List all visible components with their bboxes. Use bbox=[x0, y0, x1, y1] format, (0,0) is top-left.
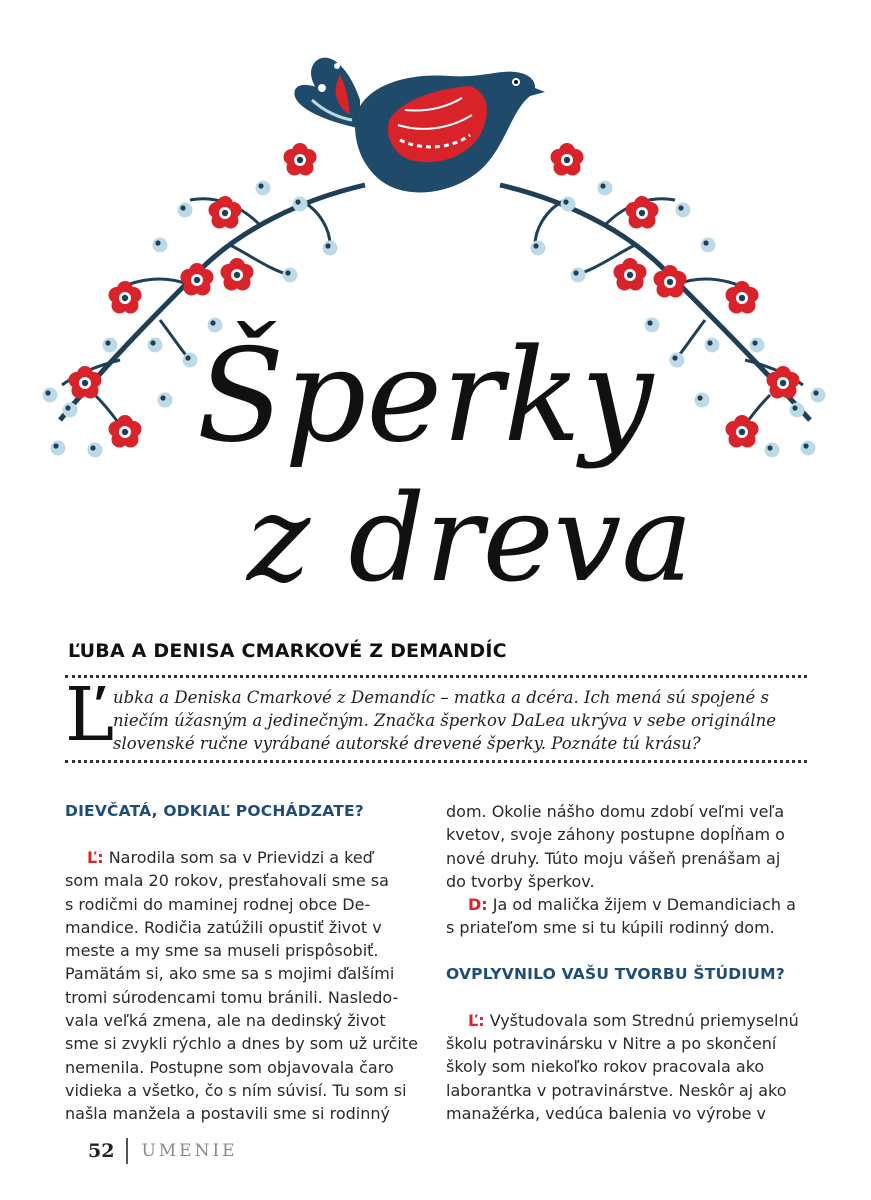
text-line: školu potravinársku v Nitre a po skončení bbox=[446, 1034, 777, 1054]
text-line: s priateľom sme si tu kúpili rodinný dom. bbox=[446, 918, 775, 938]
lead-paragraph bbox=[65, 672, 810, 758]
page-number: 52 bbox=[88, 1140, 115, 1162]
answer-continuation bbox=[446, 800, 806, 893]
title-line-1: Šperky bbox=[196, 322, 654, 471]
right-column bbox=[446, 800, 806, 1125]
text-line: meste a my sme sa museli prispôsobiť. bbox=[65, 941, 379, 961]
text-line: Pamätám si, ako sme sa s mojimi ďalšími bbox=[65, 964, 395, 984]
section-name: UMENIE bbox=[141, 1141, 238, 1161]
text-line: dom. Okolie nášho domu zdobí veľmi veľa bbox=[446, 802, 785, 821]
text-line: do tvorby šperkov. bbox=[446, 871, 595, 891]
text-line: laborantka v potravinárstve. Neskôr aj ako bbox=[446, 1080, 787, 1100]
drop-cap: Ľ bbox=[65, 672, 115, 758]
title-line-2: z dreva bbox=[247, 470, 693, 609]
text-line: Narodila som sa v Prievidzi a keď bbox=[108, 848, 373, 867]
text-line: manažérka, vedúca balenia vo výrobe v bbox=[446, 1103, 766, 1123]
answer-paragraph-2 bbox=[446, 1009, 806, 1125]
text-line: Ja od malička žijem v Demandiciach a bbox=[492, 895, 796, 915]
text-line: som mala 20 rokov, presťahovali sme sa bbox=[65, 871, 389, 891]
text-line: s rodičmi do maminej rodnej obce De- bbox=[65, 894, 371, 914]
question-heading-1: DIEVČATÁ, ODKIAĽ POCHÁDZATE? bbox=[65, 802, 364, 820]
speaker-label: Ľ: bbox=[468, 1010, 485, 1030]
text-line: vidieka a všetko, čo s ním súvisí. Tu som si bbox=[65, 1080, 407, 1100]
lead-text: ubka a Deniska Cmarkové z Demandíc – matka a dcéra. Ich mená sú spojené s niečím úžasným a jedinečným. Značka šperkov DaLea ukrýva v sebe originálne slovenské ručne vyrábané autorské drevené šperky. Poznáte tú krásu? bbox=[113, 688, 777, 753]
question-heading-2: OVPLYVNILO VAŠU TVORBU ŠTÚDIUM? bbox=[446, 964, 785, 983]
answer-paragraph-d bbox=[446, 893, 806, 940]
text-line: našla manžela a postavili sme si rodinný bbox=[65, 1104, 390, 1124]
left-column bbox=[65, 800, 425, 1126]
dotted-divider-top bbox=[65, 675, 807, 678]
text-line: Vyštudovala som Strednú priemyselnú bbox=[489, 1010, 799, 1030]
text-line: nové druhy. Túto moju vášeň prenášam aj bbox=[446, 848, 781, 868]
dotted-divider-bottom bbox=[65, 760, 807, 763]
text-line: vala veľká zmena, ale na dedinský život bbox=[65, 1011, 386, 1031]
speaker-label: D: bbox=[468, 895, 488, 915]
page-footer bbox=[88, 1138, 238, 1164]
speaker-label: Ľ: bbox=[87, 848, 104, 867]
text-line: sme si zvykli rýchlo a dnes by som už určite bbox=[65, 1034, 418, 1054]
answer-paragraph-1 bbox=[65, 846, 425, 1126]
text-line: kvetov, svoje záhony postupne dopĺňam o bbox=[446, 825, 785, 845]
text-line: školy som niekoľko rokov pracovala ako bbox=[446, 1057, 765, 1077]
text-line: nemenila. Postupne som objavovala čaro bbox=[65, 1057, 394, 1077]
text-line: tromi súrodencami tomu bránili. Nasledo- bbox=[65, 987, 399, 1007]
footer-divider bbox=[126, 1138, 128, 1164]
bird-icon bbox=[294, 58, 545, 193]
text-line: mandice. Rodičia zatúžili opustiť život v bbox=[65, 917, 382, 937]
article-subtitle: ĽUBA A DENISA CMARKOVÉ Z DEMANDÍC bbox=[68, 640, 507, 662]
